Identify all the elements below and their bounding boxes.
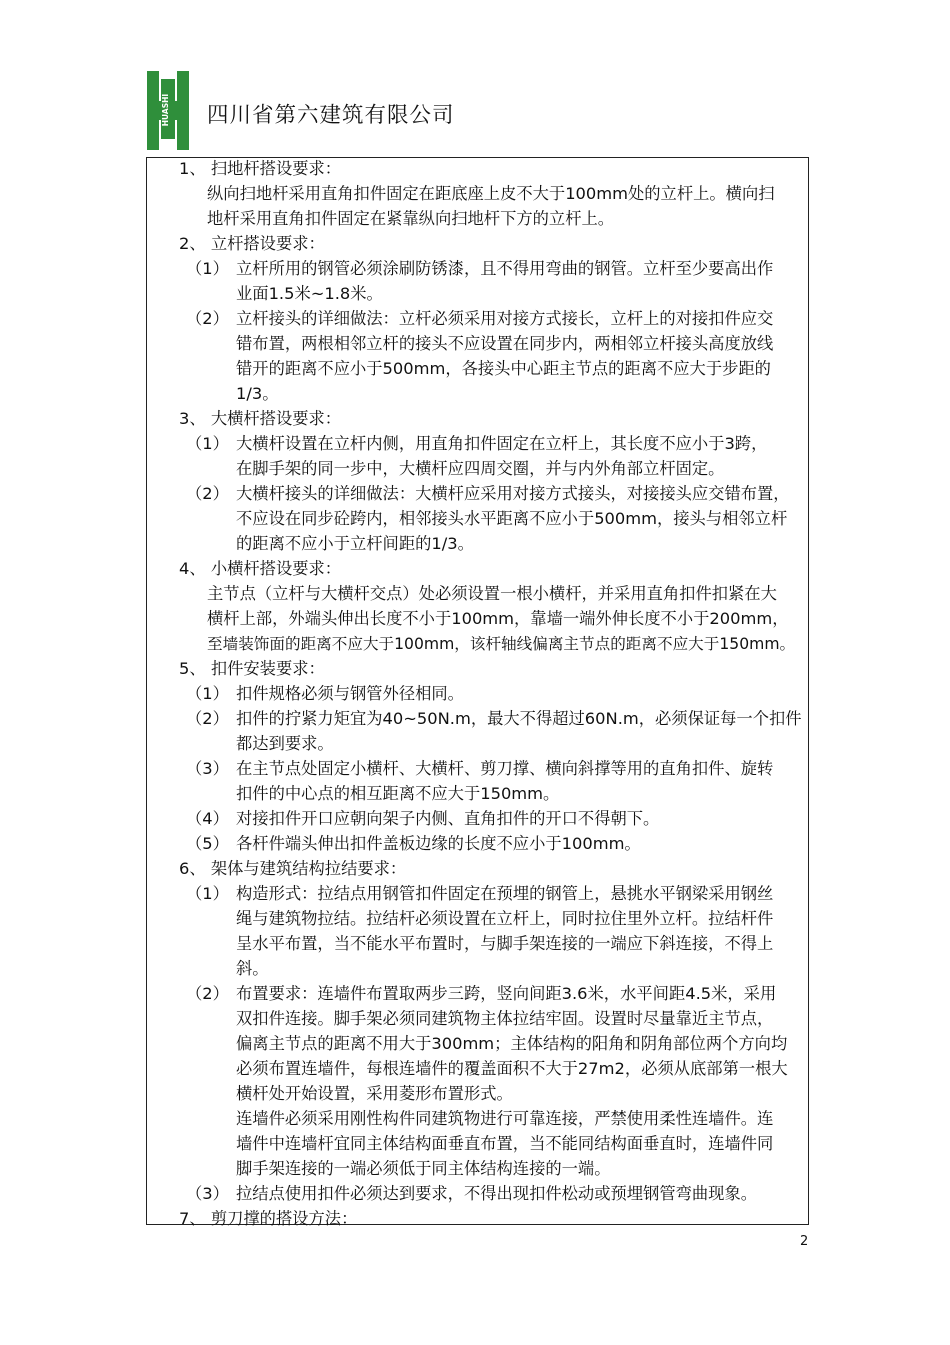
text-line: 1/3。 (236, 384, 279, 403)
item-number: （1） (186, 434, 229, 453)
section-heading-7: 7、 剪刀撑的搭设方法： (179, 1209, 358, 1228)
text-line: 不应设在同步砼跨内，相邻接头水平距离不应小于500mm，接头与相邻立杆 (236, 509, 788, 528)
text-line: 双扣件连接。脚手架必须同建筑物主体拉结牢固。设置时尽量靠近主节点， (236, 1009, 774, 1028)
page-number: 2 (800, 1234, 809, 1249)
text-line: 错开的距离不应小于500mm，各接头中心距主节点的距离不应大于步距的 (236, 359, 771, 378)
text-line: 大横杆接头的详细做法：大横杆应采用对接方式接头，对接接头应交错布置， (236, 484, 790, 503)
text-line: 各杆件端头伸出扣件盖板边缘的长度不应小于100mm。 (236, 834, 641, 853)
text-line: 绳与建筑物拉结。拉结杆必须设置在立杆上，同时拉住里外立杆。拉结杆件 (236, 909, 774, 928)
section-heading-6: 6、 架体与建筑结构拉结要求： (179, 859, 407, 878)
section-heading-5: 5、 扣件安装要求： (179, 659, 325, 678)
item-number: （1） (186, 884, 229, 903)
text-line: 在脚手架的同一步中，大横杆应四周交圈，并与内外角部立杆固定。 (236, 459, 725, 478)
text-line: 在主节点处固定小横杆、大横杆、剪刀撑、横向斜撑等用的直角扣件、旋转 (236, 759, 774, 778)
text-line: 墙件中连墙杆宜同主体结构面垂直布置，当不能同结构面垂直时，连墙件同 (236, 1134, 774, 1153)
section-heading-1: 1、 扫地杆搭设要求： (179, 159, 342, 178)
item-number: （1） (186, 684, 229, 703)
text-line: 扣件的拧紧力矩宜为40~50N.m，最大不得超过60N.m，必须保证每一个扣件 (236, 709, 802, 728)
text-line: 大横杆设置在立杆内侧，用直角扣件固定在立杆上，其长度不应小于3跨， (236, 434, 768, 453)
text-line: 都达到要求。 (236, 734, 334, 753)
section-heading-4: 4、 小横杆搭设要求： (179, 559, 342, 578)
text-line: 错布置，两根相邻立杆的接头不应设置在同步内，两相邻立杆接头高度放线 (236, 334, 774, 353)
text-line: 脚手架连接的一端必须低于同主体结构连接的一端。 (236, 1159, 611, 1178)
item-number: （3） (186, 1184, 229, 1203)
text-line: 的距离不应小于立杆间距的1/3。 (236, 534, 474, 553)
text-line: 呈水平布置，当不能水平布置时，与脚手架连接的一端应下斜连接，不得上 (236, 934, 774, 953)
text-line: 拉结点使用扣件必须达到要求，不得出现扣件松动或预埋钢管弯曲现象。 (236, 1184, 758, 1203)
item-number: （1） (186, 259, 229, 278)
text-line: 偏离主节点的距离不用大于300mm；主体结构的阳角和阴角部位两个方向均 (236, 1034, 788, 1053)
text-line: 布置要求：连墙件布置取两步三跨，竖向间距3.6米，水平间距4.5米，采用 (236, 984, 777, 1003)
item-number: （2） (186, 484, 229, 503)
text-line: 横杆处开始设置，采用菱形布置形式。 (236, 1084, 513, 1103)
text-line: 必须布置连墙件，每根连墙件的覆盖面积不大于27m2，必须从底部第一根大 (236, 1059, 788, 1078)
logo-text: HUASHI (161, 93, 170, 127)
item-number: （2） (186, 709, 229, 728)
item-number: （2） (186, 309, 229, 328)
text-line: 横杆上部，外端头伸出长度不小于100mm，靠墙一端外伸长度不小于200mm， (207, 609, 789, 628)
text-line: 扣件规格必须与钢管外径相同。 (236, 684, 464, 703)
text-line: 立杆所用的钢管必须涂刷防锈漆，且不得用弯曲的钢管。立杆至少要高出作 (236, 259, 774, 278)
text-line: 至墙装饰面的距离不应大于100mm，该杆轴线偏离主节点的距离不应大于150mm。 (207, 635, 796, 653)
item-number: （2） (186, 984, 229, 1003)
text-line: 主节点（立杆与大横杆交点）处必须设置一根小横杆，并采用直角扣件扣紧在大 (207, 584, 777, 603)
section-heading-3: 3、 大横杆搭设要求： (179, 409, 342, 428)
text-line: 构造形式：拉结点用钢管扣件固定在预埋的钢管上，悬挑水平钢梁采用钢丝 (236, 884, 774, 903)
company-name: 四川省第六建筑有限公司 (207, 103, 455, 128)
text-line: 立杆接头的详细做法：立杆必须采用对接方式接长，立杆上的对接扣件应交 (236, 309, 774, 328)
text-line: 纵向扫地杆采用直角扣件固定在距底座上皮不大于100mm处的立杆上。横向扫 (207, 184, 775, 203)
section-heading-2: 2、 立杆搭设要求： (179, 234, 325, 253)
text-line: 连墙件必须采用刚性构件同建筑物进行可靠连接，严禁使用柔性连墙件。连 (236, 1109, 774, 1128)
text-line: 斜。 (236, 959, 269, 978)
item-number: （3） (186, 759, 229, 778)
company-logo (147, 71, 189, 150)
text-line: 对接扣件开口应朝向架子内侧、直角扣件的开口不得朝下。 (236, 809, 660, 828)
item-number: （5） (186, 834, 229, 853)
text-line: 地杆采用直角扣件固定在紧靠纵向扫地杆下方的立杆上。 (207, 209, 615, 228)
text-line: 业面1.5米~1.8米。 (236, 284, 383, 303)
item-number: （4） (186, 809, 229, 828)
text-line: 扣件的中心点的相互距离不应大于150mm。 (236, 784, 560, 803)
